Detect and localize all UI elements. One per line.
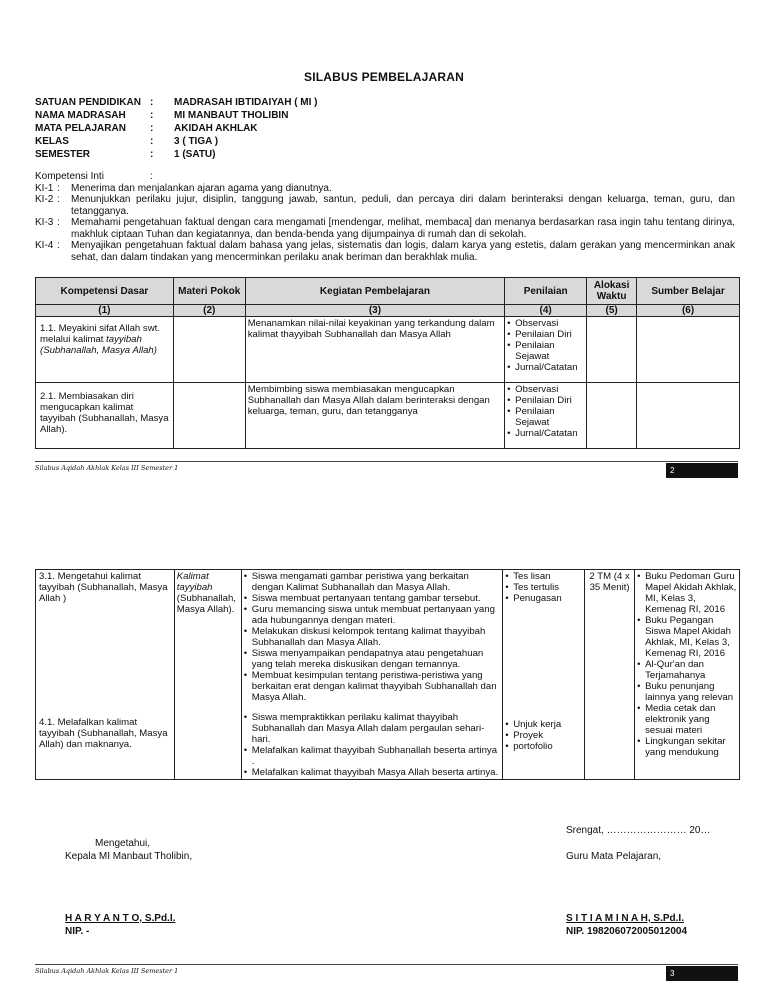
table-number-row bbox=[36, 305, 740, 317]
col-number: (1) bbox=[36, 305, 174, 317]
col-kompetensi-dasar: Kompetensi Dasar bbox=[36, 278, 174, 305]
identity-key: SEMESTER bbox=[35, 149, 91, 160]
penilaian-cell bbox=[505, 383, 587, 449]
penilaian-cell bbox=[505, 317, 587, 383]
table-row bbox=[36, 383, 740, 449]
identity-block bbox=[35, 96, 318, 161]
list-item: • Lingkungan sekitar yang mendukung bbox=[637, 736, 737, 758]
sign-right-line: Guru Mata Pelajaran, bbox=[566, 851, 662, 862]
identity-row bbox=[35, 148, 318, 161]
list-item: • Melafalkan kalimat thayyibah Subhanallah beserta artinya . bbox=[244, 745, 500, 767]
kd-text: 4.1. Melafalkan kalimat tayyibah (Subhanallah, Masya Allah) dan maknanya. bbox=[39, 717, 168, 750]
list-item: • Melakukan diskusi kelompok tentang kalimat thayyibah Subhanallah dan Masya Allah. bbox=[244, 626, 500, 648]
list-item: • Siswa mengamati gambar peristiwa yang berkaitan dengan Kalimat Subhanallah dan Masya Allah. bbox=[244, 571, 500, 593]
page-footer bbox=[35, 461, 738, 477]
ki-item: KI-1 : Menerima dan menjalankan ajaran agama yang dianutnya. bbox=[35, 182, 332, 194]
sign-left-line1: Mengetahui, bbox=[95, 838, 151, 849]
kd-cell bbox=[36, 570, 175, 780]
sumber-cell bbox=[637, 317, 740, 383]
identity-colon: : bbox=[150, 110, 154, 121]
col-materi-pokok: Materi Pokok bbox=[173, 278, 245, 305]
alokasi-cell bbox=[587, 317, 637, 383]
kegiatan-cell: Membimbing siswa membiasakan mengucapkan Subhanallah dan Masya Allah dalam berinteraksi dengan keluarga, teman, guru, dan tetangganya bbox=[245, 383, 504, 449]
footer-text: Silabus Aqidah Akhlak Kelas III Semester 1 bbox=[35, 464, 179, 472]
sumber-cell bbox=[635, 570, 740, 780]
table-row bbox=[36, 570, 740, 780]
footer-text: Silabus Aqidah Akhlak Kelas III Semester 1 bbox=[35, 967, 179, 975]
identity-value: MI MANBAUT THOLIBIN bbox=[174, 110, 289, 121]
col-penilaian: Penilaian bbox=[505, 278, 587, 305]
list-item: • Buku penunjang lainnya yang relevan bbox=[637, 681, 737, 703]
materi-text: (Subhanallah, Masya Allah). bbox=[176, 593, 236, 615]
identity-key: NAMA MADRASAH bbox=[35, 110, 126, 121]
identity-value: MADRASAH IBTIDAIYAH ( MI ) bbox=[174, 97, 318, 108]
col-number: (4) bbox=[505, 305, 587, 317]
list-item: • Penilaian Sejawat bbox=[507, 406, 584, 428]
sign-left-name: H A R Y A N T O, S.Pd.I. bbox=[65, 913, 176, 924]
sign-left-line2: Kepala MI Manbaut Tholibin, bbox=[65, 851, 193, 862]
list-item: • Melafalkan kalimat thayyibah Masya Allah beserta artinya. bbox=[244, 767, 500, 778]
list-item: • Siswa mempraktikkan perilaku kalimat thayyibah Subhanallah dan Masya Allah dalam pergaulan sehari-hari. bbox=[244, 712, 500, 745]
ki-item: KI-2 : Menunjukkan perilaku jujur, disiplin, tanggung jawab, santun, peduli, dan percaya diri dalam berinteraksi dengan keluarga, teman, guru, dan tetangganya. bbox=[35, 194, 735, 217]
ki-item: KI-4 : Menyajikan pengetahuan faktual dalam bahasa yang jelas, sistematis dan logis, dalam karya yang estetis, dalam gerakan yang mencerminkan anak sehat, dan dalam tindakan yang mencerminkan perilaku anak beriman dan berakhlak mulia. bbox=[35, 240, 735, 263]
silabus-table-page3 bbox=[35, 569, 740, 780]
list-item: • Observasi bbox=[507, 384, 584, 395]
col-sumber: Sumber Belajar bbox=[637, 278, 740, 305]
col-number: (6) bbox=[637, 305, 740, 317]
sign-right-nip: NIP. 198206072005012004 bbox=[566, 926, 688, 937]
kegiatan-cell bbox=[241, 570, 502, 780]
list-item: • Siswa membuat pertanyaan tentang gambar tersebut. bbox=[244, 593, 500, 604]
identity-colon: : bbox=[150, 149, 154, 160]
list-item: • Penilaian Sejawat bbox=[507, 340, 584, 362]
sign-date: Srengat, …………………… 20… bbox=[566, 825, 711, 836]
sumber-cell bbox=[637, 383, 740, 449]
materi-cell bbox=[173, 317, 245, 383]
col-number: (2) bbox=[173, 305, 245, 317]
list-item: • Jurnal/Catatan bbox=[507, 428, 584, 439]
materi-cell bbox=[173, 383, 245, 449]
penilaian-cell bbox=[503, 570, 585, 780]
list-item: • Al-Qur'an dan Terjamahanya bbox=[637, 659, 737, 681]
spacer bbox=[505, 604, 582, 719]
alokasi-cell bbox=[587, 383, 637, 449]
list-item: • Unjuk kerja bbox=[505, 719, 582, 730]
silabus-table-page2 bbox=[35, 277, 740, 449]
identity-row bbox=[35, 96, 318, 109]
materi-italic: Kalimat tayyibah bbox=[176, 571, 213, 593]
identity-row bbox=[35, 122, 318, 135]
list-item: • Buku Pegangan Siswa Mapel Akidah Akhlak, MI, Kelas 3, Kemenag RI, 2016 bbox=[637, 615, 737, 659]
list-item: • Tes tertulis bbox=[505, 582, 582, 593]
ki-item: KI-3 : Memahami pengetahuan faktual dengan cara mengamati [mendengar, melihat, membaca] dan menanya berdasarkan rasa ingin tahu tentang dirinya, makhluk ciptaan Tuhan dan kegiatannya, dan benda-benda yang dijumpainya di rumah dan di sekolah. bbox=[35, 217, 735, 240]
list-item: • Media cetak dan elektronik yang sesuai materi bbox=[637, 703, 737, 736]
list-item: • Guru memancing siswa untuk membuat pertanyaan yang ada hubungannya dengan materi. bbox=[244, 604, 500, 626]
list-item: • Tes lisan bbox=[505, 571, 582, 582]
list-item: • portofolio bbox=[505, 741, 582, 752]
identity-row bbox=[35, 135, 318, 148]
list-item: • Siswa menyampaikan pendapatnya atau pengetahuan yang telah mereka diskusikan dengan temannya. bbox=[244, 648, 500, 670]
list-item: • Buku Pedoman Guru Mapel Akidah Akhlak, MI, Kelas 3, Kemenag RI, 2016 bbox=[637, 571, 737, 615]
page-number: 3 bbox=[666, 966, 738, 981]
table-header-row bbox=[36, 278, 740, 305]
list-item: • Penilaian Diri bbox=[507, 395, 584, 406]
identity-key: KELAS bbox=[35, 136, 69, 147]
list-item: • Proyek bbox=[505, 730, 582, 741]
kegiatan-cell: Menanamkan nilai-nilai keyakinan yang terkandung dalam kalimat thayyibah Subhanallah dan Masya Allah bbox=[245, 317, 504, 383]
col-number: (5) bbox=[587, 305, 637, 317]
identity-key: SATUAN PENDIDIKAN bbox=[35, 97, 141, 108]
list-item: • Membuat kesimpulan tentang peristiwa-peristiwa yang berkaitan erat dengan kalimat thayyibah Subhanallah dan Masya Allah. bbox=[244, 670, 500, 703]
spacer bbox=[39, 604, 172, 717]
page-title: SILABUS PEMBELAJARAN bbox=[303, 70, 464, 84]
identity-value: AKIDAH AKHLAK bbox=[174, 123, 258, 134]
list-item: • Penilaian Diri bbox=[507, 329, 584, 340]
col-alokasi: Alokasi Waktu bbox=[587, 278, 637, 305]
col-kegiatan: Kegiatan Pembelajaran bbox=[245, 278, 504, 305]
identity-colon: : bbox=[150, 123, 154, 134]
alokasi-cell: 2 TM (4 x 35 Menit) bbox=[585, 570, 635, 780]
identity-colon: : bbox=[150, 136, 154, 147]
kd-cell: 1.1. Meyakini sifat Allah swt. melalui kalimat tayyibah (Subhanallah, Masya Allah) bbox=[36, 317, 174, 383]
sign-right-name: S I T I A M I N A H, S.Pd.I. bbox=[566, 913, 684, 924]
kd-cell: 2.1. Membiasakan diri mengucapkan kalimat tayyibah (Subhanallah, Masya Allah). bbox=[36, 383, 174, 449]
list-item: • Jurnal/Catatan bbox=[507, 362, 584, 373]
identity-row bbox=[35, 109, 318, 122]
list-item: • Observasi bbox=[507, 318, 584, 329]
list-item: • Penugasan bbox=[505, 593, 582, 604]
identity-colon: : bbox=[150, 97, 154, 108]
materi-cell bbox=[174, 570, 241, 780]
sign-left-nip: NIP. - bbox=[65, 926, 90, 937]
identity-value: 1 (SATU) bbox=[174, 149, 216, 160]
table-row bbox=[36, 317, 740, 383]
col-number: (3) bbox=[245, 305, 504, 317]
identity-value: 3 ( TIGA ) bbox=[174, 136, 219, 147]
kompetensi-inti bbox=[35, 171, 735, 263]
spacer bbox=[244, 703, 500, 712]
identity-key: MATA PELAJARAN bbox=[35, 123, 126, 134]
page-footer bbox=[35, 964, 738, 980]
kd-text: 3.1. Mengetahui kalimat tayyibah (Subhanallah, Masya Allah ) bbox=[39, 571, 168, 604]
ki-heading: Kompetensi Inti : bbox=[35, 171, 153, 182]
page-number: 2 bbox=[666, 463, 738, 478]
